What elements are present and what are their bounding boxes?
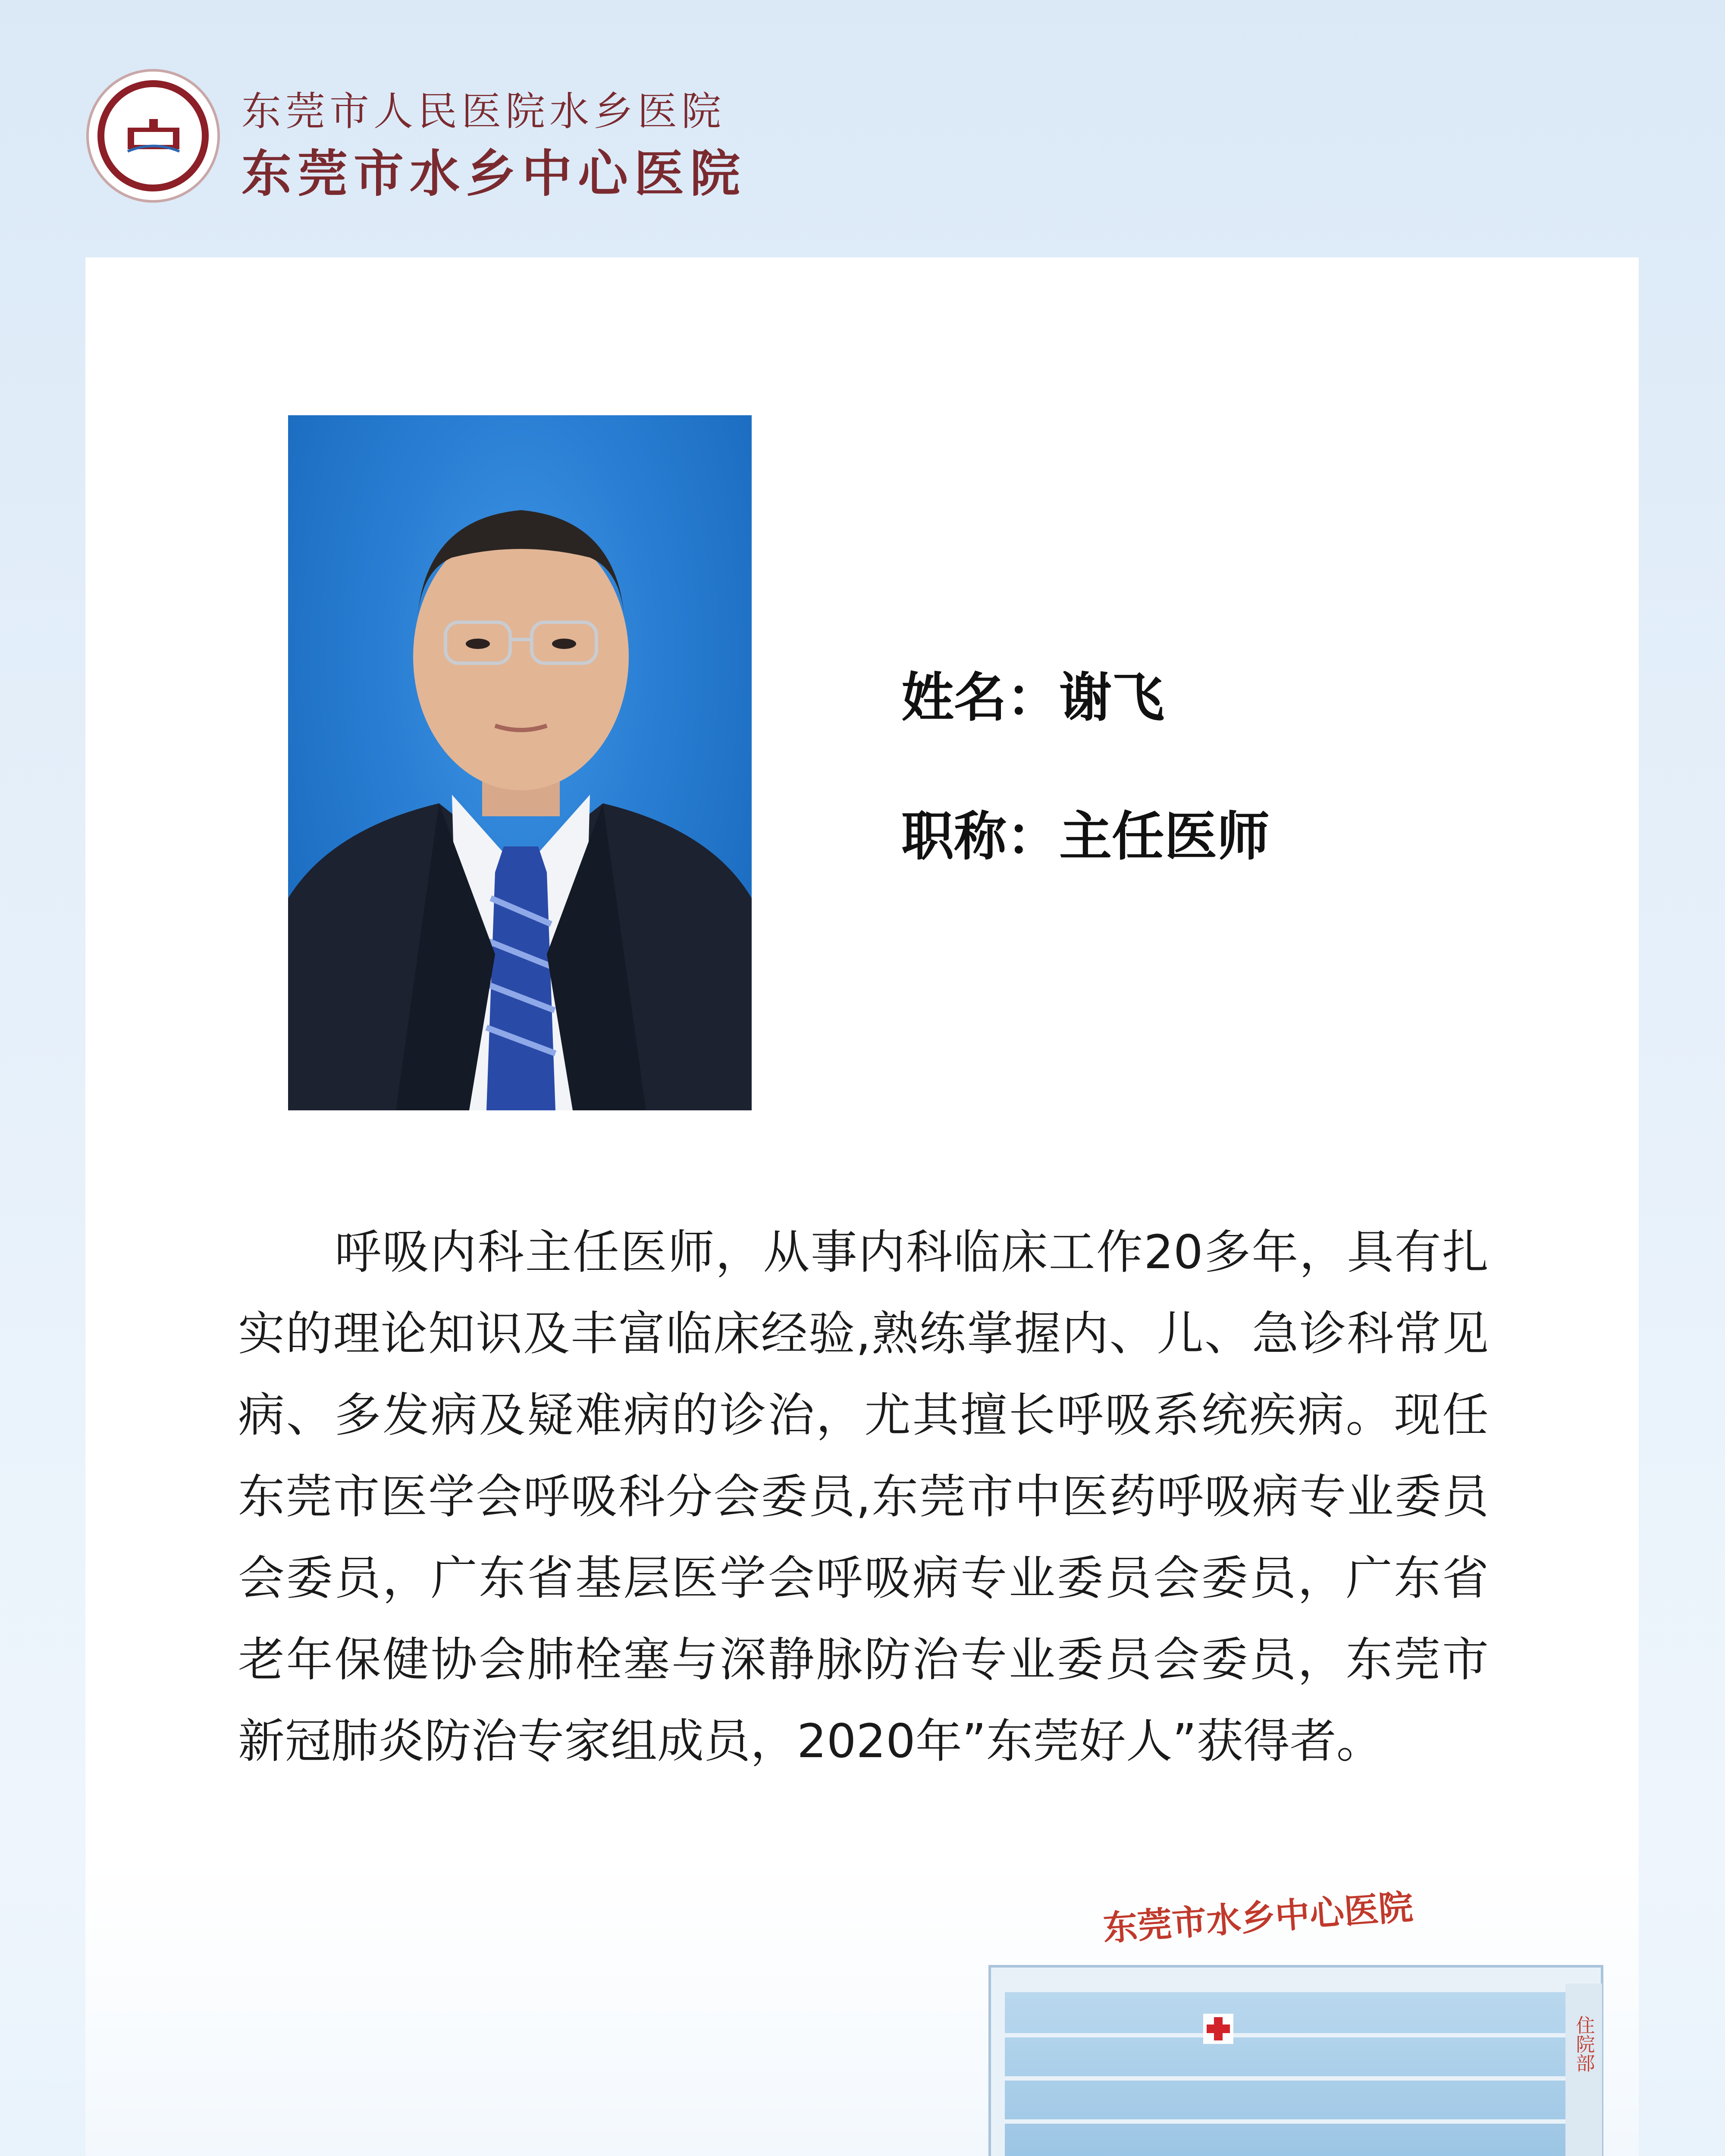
side-sign: 住院部 (1572, 2015, 1595, 2072)
name-value: 谢飞 (1059, 667, 1164, 728)
main-building-sign: 东莞市水乡中心医院 (1101, 1886, 1414, 1949)
title-value: 主任医师 (1059, 806, 1270, 867)
logo-building-icon (123, 115, 184, 158)
title-label: 职称： (901, 806, 1059, 867)
doctor-portrait (288, 415, 752, 1110)
biography-text: 呼吸内科主任医师，从事内科临床工作20多年，具有扎实的理论知识及丰富临床经验,熟练掌握内、儿、急诊科常见病、多发病及疑难病的诊治，尤其擅长呼吸系统疾病。现任东莞市医学会呼吸科分会委员,东莞市中医药呼吸病专业委员会委员，广东省基层医学会呼吸病专业委员会委员，广东省老年保健协会肺栓塞与深静脉防治专业委员会委员，东莞市新冠肺炎防治专家组成员，2020年”东莞好人”获得者。 (238, 1225, 1489, 1768)
logo-inner (115, 97, 192, 175)
name-label: 姓名： (901, 667, 1059, 728)
name-row (901, 655, 1164, 731)
portrait-illustration (288, 415, 752, 1110)
hospital-building-illustration (0, 1854, 1725, 2156)
hospital-logo (86, 69, 220, 203)
hospital-name-line1: 东莞市人民医院水乡医院 (242, 88, 726, 135)
building-svg (0, 1854, 1725, 2156)
hospital-name-line2: 东莞市水乡中心医院 (242, 144, 746, 203)
title-row (901, 794, 1270, 870)
